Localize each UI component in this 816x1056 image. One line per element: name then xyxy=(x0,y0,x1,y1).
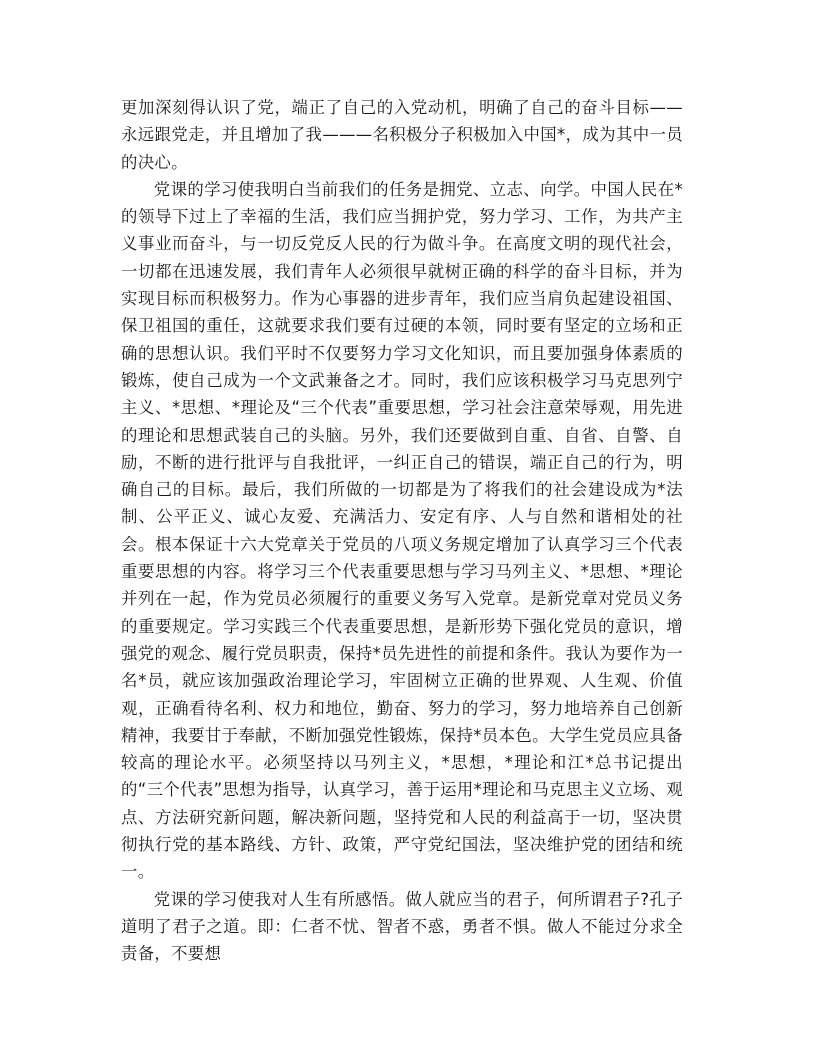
paragraph-continuation: 更加深刻得认识了党，端正了自己的入党动机，明确了自己的奋斗目标——永远跟党走，并且增加了我———名积极分子积极加入中国*，成为其中一员的决心。 xyxy=(121,98,683,172)
document-page xyxy=(121,94,683,968)
paragraph-party-lesson-tasks: 党课的学习使我明白当前我们的任务是拥党、立志、向学。中国人民在*的领导下过上了幸福的生活，我们应当拥护党，努力学习、工作，为共产主义事业而奋斗，与一切反党反人民的行为做斗争。在高度文明的现代社会，一切都在迅速发展，我们青年人必须很早就树正确的科学的奋斗目标，并为实现目标而积极努力。作为心事器的进步青年，我们应当肩负起建设祖国、保卫祖国的重任，这就要求我们要有过硬的本领，同时要有坚定的立场和正确的思想认识。我们平时不仅要努力学习文化知识，而且要加强身体素质的锻炼，使自己成为一个文武兼备之才。同时，我们应该积极学习马克思列宁主义、*思想、*理论及“三个代表”重要思想，学习社会注意荣辱观，用先进的理论和思想武装自己的头脑。另外，我们还要做到自重、自省、自警、自励，不断的进行批评与自我批评，一纠正自己的错误，端正自己的行为，明确自己的目标。最后，我们所做的一切都是为了将我们的社会建设成为*法制、公平正义、诚心友爱、充满活力、安定有序、人与自然和谐相处的社会。根本保证十六大党章关于党员的八项义务规定增加了认真学习三个代表重要思想的内容。将学习三个代表重要思想与学习马列主义、*思想、*理论并列在一起，作为党员必须履行的重要义务写入党章。是新党章对党员义务的重要规定。学习实践三个代表重要思想，是新形势下强化党员的意识，增强党的观念、履行党员职责，保持*员先进性的前提和条件。我认为要作为一名*员，就应该加强政治理论学习，牢固树立正确的世界观、人生观、价值观，正确看待名利、权力和地位，勤奋、努力的学习，努力地培养自己创新精神，我要甘于奉献，不断加强党性锻炼，保持*员本色。大学生党员应具备较高的理论水平。必须坚持以马列主义，*思想，*理论和江*总书记提出的“三个代表”思想为指导，认真学习，善于运用*理论和马克思主义立场、观点、方法研究新问题，解决新问题，坚持党和人民的利益高于一切，坚决贯彻执行党的基本路线、方针、政策，严守党纪国法，坚决维护党的团结和统一。 xyxy=(121,179,683,882)
paragraph-life-insight: 党课的学习使我对人生有所感悟。做人就应当的君子，何所谓君子?孔子道明了君子之道。即：仁者不忧、智者不惑，勇者不惧。做人不能过分求全责备，不要想 xyxy=(121,889,683,964)
